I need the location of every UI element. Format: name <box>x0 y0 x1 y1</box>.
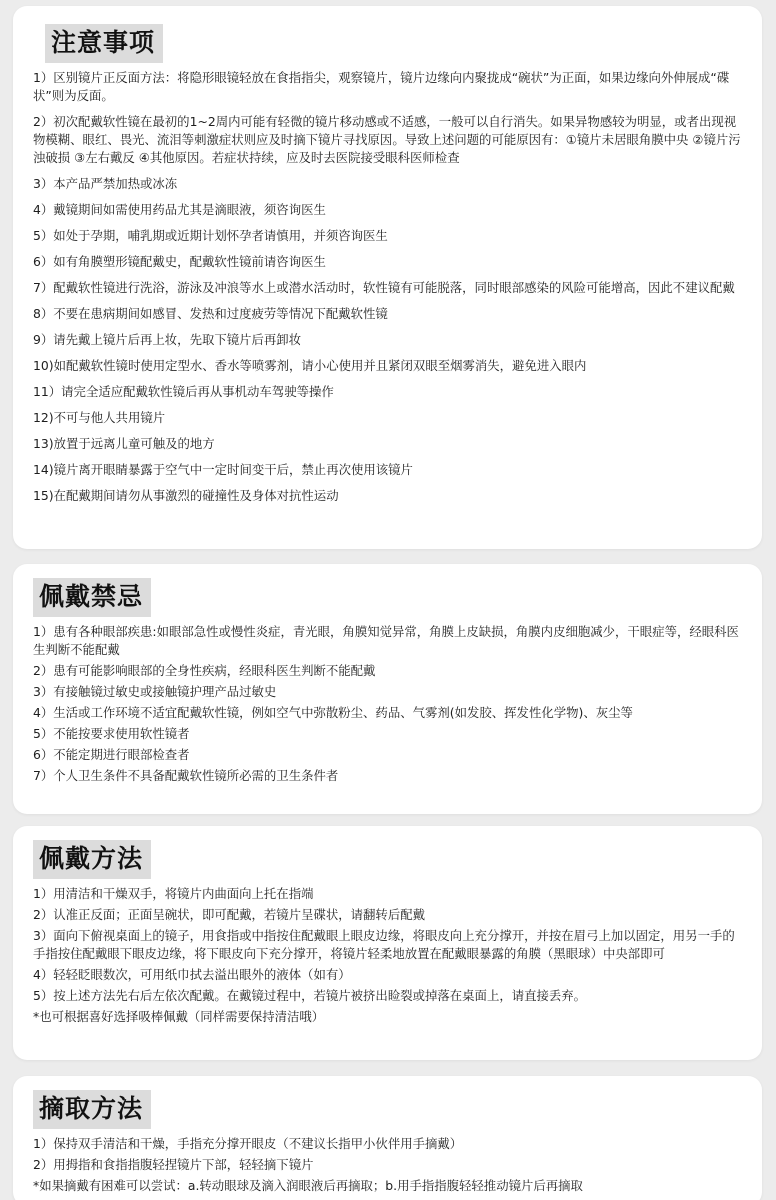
contraindications-item: 7）个人卫生条件不具备配戴软性镜所必需的卫生条件者 <box>33 768 339 783</box>
notes-item: 6）如有角膜塑形镜配戴史，配戴软性镜前请咨询医生 <box>33 254 326 269</box>
contraindications-item: 6）不能定期进行眼部检查者 <box>33 747 190 762</box>
contraindications-card <box>13 564 762 814</box>
contraindications-item: 3）有接触镜过敏史或接触镜护理产品过敏史 <box>33 684 277 699</box>
wearing-item: 5）按上述方法先右后左依次配戴。在戴镜过程中，若镜片被挤出睑裂或掉落在桌面上，请直接丢弃。 <box>33 988 587 1003</box>
wearing-heading: 佩戴方法 <box>33 840 151 879</box>
contraindications-list <box>33 623 746 785</box>
contraindications-heading: 佩戴禁忌 <box>33 578 151 617</box>
removal-item: 2）用拇指和食指指腹轻捏镜片下部，轻轻摘下镜片 <box>33 1157 314 1172</box>
wearing-item: 2）认准正反面；正面呈碗状，即可配戴，若镜片呈碟状，请翻转后配戴 <box>33 907 425 922</box>
notes-item: 2）初次配戴软性镜在最初的1~2周内可能有轻微的镜片移动感或不适感，一般可以自行消失。如果异物感较为明显，或者出现视物模糊、眼红、畏光、流泪等刺激症状则应及时摘下镜片寻找原因。导致上述问题的可能原因有：①镜片未居眼角膜中央 ②镜片污浊破损 ③左右戴反 ④其他原因。若症状持续，应及时去医院接受眼科医师检查 <box>33 114 741 165</box>
notes-heading: 注意事项 <box>45 24 163 63</box>
notes-item: 9）请先戴上镜片后再上妆，先取下镜片后再卸妆 <box>33 332 302 347</box>
notes-item: 1）区别镜片正反面方法：将隐形眼镜轻放在食指指尖，观察镜片，镜片边缘向内聚拢成“碗状”为正面，如果边缘向外伸展成“碟状”则为反面。 <box>33 70 730 103</box>
notes-item: 5）如处于孕期，哺乳期或近期计划怀孕者请慎用，并须咨询医生 <box>33 228 388 243</box>
notes-item: 4）戴镜期间如需使用药品尤其是滴眼液，须咨询医生 <box>33 202 326 217</box>
wearing-item: 1）用清洁和干燥双手，将镜片内曲面向上托在指端 <box>33 886 314 901</box>
removal-item: 1）保持双手清洁和干燥，手指充分撑开眼皮（不建议长指甲小伙伴用手摘戴） <box>33 1136 463 1151</box>
notes-item: 11）请完全适应配戴软性镜后再从事机动车驾驶等操作 <box>33 384 334 399</box>
removal-card <box>13 1076 762 1200</box>
contraindications-item: 1）患有各种眼部疾患:如眼部急性或慢性炎症，青光眼，角膜知觉异常，角膜上皮缺损，角膜内皮细胞减少，干眼症等，经眼科医生判断不能配戴 <box>33 624 739 657</box>
notes-item: 7）配戴软性镜进行洗浴，游泳及冲浪等水上或潜水活动时，软性镜有可能脱落，同时眼部感染的风险可能增高，因此不建议配戴 <box>33 280 735 295</box>
removal-item: *如果摘戴有困难可以尝试：a.转动眼球及滴入润眼液后再摘取；b.用手指指腹轻轻推动镜片后再摘取 <box>33 1178 583 1193</box>
wearing-card <box>13 826 762 1060</box>
notes-card <box>13 6 762 549</box>
notes-list <box>33 69 746 505</box>
notes-item: 10)如配戴软性镜时使用定型水、香水等喷雾剂，请小心使用并且紧闭双眼至烟雾消失，避免进入眼内 <box>33 358 587 373</box>
wearing-item: *也可根据喜好选择吸棒佩戴（同样需要保持清洁哦） <box>33 1009 325 1024</box>
wearing-item: 3）面向下俯视桌面上的镜子，用食指或中指按住配戴眼上眼皮边缘，将眼皮向上充分撑开，并按在眉弓上加以固定，用另一手的手指按住配戴眼下眼皮边缘，将下眼皮向下充分撑开，将镜片轻柔地放置在配戴眼暴露的角膜（黑眼球）中央部即可 <box>33 928 735 961</box>
notes-item: 12)不可与他人共用镜片 <box>33 410 166 425</box>
removal-list <box>33 1135 746 1195</box>
removal-heading: 摘取方法 <box>33 1090 151 1129</box>
notes-item: 8）不要在患病期间如感冒、发热和过度疲劳等情况下配戴软性镜 <box>33 306 388 321</box>
notes-item: 13)放置于远离儿童可触及的地方 <box>33 436 215 451</box>
notes-item: 15)在配戴期间请勿从事激烈的碰撞性及身体对抗性运动 <box>33 488 339 503</box>
contraindications-item: 5）不能按要求使用软性镜者 <box>33 726 190 741</box>
wearing-list <box>33 885 746 1026</box>
wearing-item: 4）轻轻眨眼数次，可用纸巾拭去溢出眼外的液体（如有） <box>33 967 351 982</box>
contraindications-item: 4）生活或工作环境不适宜配戴软性镜，例如空气中弥散粉尘、药品、气雾剂(如发胶、挥发性化学物)、灰尘等 <box>33 705 633 720</box>
notes-item: 3）本产品严禁加热或冰冻 <box>33 176 178 191</box>
notes-item: 14)镜片离开眼睛暴露于空气中一定时间变干后，禁止再次使用该镜片 <box>33 462 413 477</box>
contraindications-item: 2）患有可能影响眼部的全身性疾病，经眼科医生判断不能配戴 <box>33 663 376 678</box>
